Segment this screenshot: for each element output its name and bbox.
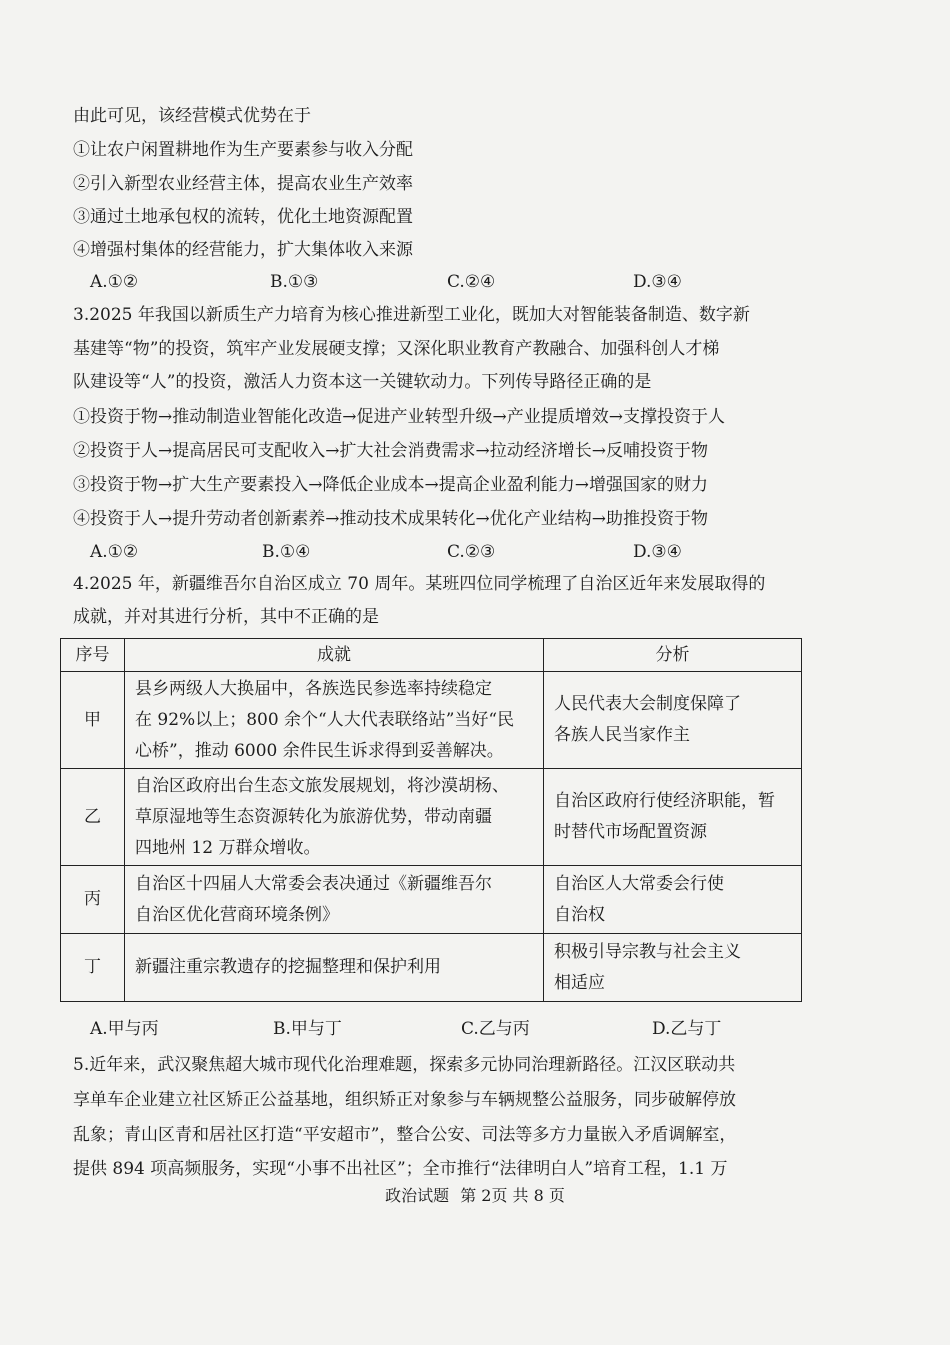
header-number: 序号 xyxy=(61,639,125,672)
table-row xyxy=(61,672,802,769)
q2-item-4: ④增强村集体的经营能力，扩大集体收入来源 xyxy=(73,240,413,260)
table-row xyxy=(61,769,802,866)
row-number: 丙 xyxy=(61,866,125,934)
row-achievement xyxy=(125,769,544,866)
footer-page-number: 第 2页 共 8 页 xyxy=(460,1186,565,1205)
row-analysis xyxy=(544,769,802,866)
q3-stem-line-1: 3.2025 年我国以新质生产力培育为核心推进新型工业化，既加大对智能装备制造、数字新 xyxy=(73,305,750,325)
q3-option-d: D.③④ xyxy=(633,542,682,562)
table-header-row xyxy=(61,639,802,672)
row-analysis xyxy=(544,866,802,934)
q4-option-a: A.甲与丙 xyxy=(90,1019,159,1039)
analysis-line: 相适应 xyxy=(554,972,605,993)
q3-stem-line-3: 队建设等“人”的投资，激活人力资本这一关键软动力。下列传导路径正确的是 xyxy=(73,372,652,392)
achievement-line: 自治区政府出台生态文旅发展规划，将沙漠胡杨、 xyxy=(135,775,509,796)
achievement-line: 新疆注重宗教遗存的挖掘整理和保护利用 xyxy=(135,957,441,977)
q2-item-2: ②引入新型农业经营主体，提高农业生产效率 xyxy=(73,174,413,194)
q2-option-a: A.①② xyxy=(90,272,139,292)
q3-option-b: B.①④ xyxy=(262,542,311,562)
row-analysis xyxy=(544,934,802,1002)
analysis-line: 时替代市场配置资源 xyxy=(554,822,707,842)
q3-item-2: ②投资于人→提高居民可支配收入→扩大社会消费需求→拉动经济增长→反哺投资于物 xyxy=(73,441,708,461)
achievement-line: 县乡两级人大换届中，各族选民参选率持续稳定 xyxy=(135,678,492,699)
q3-option-a: A.①② xyxy=(90,542,139,562)
q4-option-b: B.甲与丁 xyxy=(273,1019,342,1039)
row-achievement xyxy=(125,934,544,1002)
q3-item-3: ③投资于物→扩大生产要素投入→降低企业成本→提高企业盈利能力→增强国家的财力 xyxy=(73,475,708,495)
q4-stem-line-1: 4.2025 年，新疆维吾尔自治区成立 70 周年。某班四位同学梳理了自治区近年来发展取得的 xyxy=(73,574,766,594)
q2-option-c: C.②④ xyxy=(447,272,496,292)
achievement-line: 自治区优化营商环境条例》 xyxy=(135,904,339,925)
achievement-line: 在 92%以上；800 余个“人大代表联络站”当好“民 xyxy=(135,709,515,730)
q4-table xyxy=(60,638,802,1002)
row-analysis xyxy=(544,672,802,769)
q5-stem-line-3: 乱象；青山区青和居社区打造“平安超市”，整合公安、司法等多方力量嵌入矛盾调解室， xyxy=(73,1125,737,1145)
row-achievement xyxy=(125,866,544,934)
header-analysis: 分析 xyxy=(544,639,802,672)
analysis-line: 人民代表大会制度保障了 xyxy=(554,694,741,714)
q5-stem-line-1: 5.近年来，武汉聚焦超大城市现代化治理难题，探索多元协同治理新路径。江汉区联动共 xyxy=(73,1055,736,1075)
achievement-line: 四地州 12 万群众增收。 xyxy=(135,837,321,858)
row-number: 丁 xyxy=(61,934,125,1002)
q3-item-4: ④投资于人→提升劳动者创新素养→推动技术成果转化→优化产业结构→助推投资于物 xyxy=(73,509,708,529)
q2-item-3: ③通过土地承包权的流转，优化土地资源配置 xyxy=(73,207,413,227)
table-row xyxy=(61,866,802,934)
footer-subject: 政治试题 xyxy=(385,1186,450,1205)
achievement-line: 心桥”，推动 6000 余件民生诉求得到妥善解决。 xyxy=(135,740,504,761)
header-achievement: 成就 xyxy=(125,639,544,672)
q3-item-1: ①投资于物→推动制造业智能化改造→促进产业转型升级→产业提质增效→支撑投资于人 xyxy=(73,407,725,427)
analysis-line: 自治区政府行使经济职能，暂 xyxy=(554,791,775,811)
page-footer xyxy=(0,1185,950,1207)
q3-stem-line-2: 基建等“物”的投资，筑牢产业发展硬支撑；又深化职业教育产教融合、加强科创人才梯 xyxy=(73,339,720,359)
q3-option-c: C.②③ xyxy=(447,542,496,562)
q4-option-c: C.乙与丙 xyxy=(461,1019,530,1039)
analysis-line: 各族人民当家作主 xyxy=(554,725,690,745)
achievement-line: 自治区十四届人大常委会表决通过《新疆维吾尔 xyxy=(135,873,492,894)
row-achievement xyxy=(125,672,544,769)
analysis-line: 自治权 xyxy=(554,904,605,925)
q2-item-1: ①让农户闲置耕地作为生产要素参与收入分配 xyxy=(73,140,413,160)
q4-option-d: D.乙与丁 xyxy=(652,1019,722,1039)
achievement-line: 草原湿地等生态资源转化为旅游优势，带动南疆 xyxy=(135,806,492,827)
q4-stem-line-2: 成就，并对其进行分析，其中不正确的是 xyxy=(73,607,379,627)
q2-option-b: B.①③ xyxy=(270,272,319,292)
row-number: 乙 xyxy=(61,769,125,866)
analysis-line: 积极引导宗教与社会主义 xyxy=(554,941,741,962)
table-row xyxy=(61,934,802,1002)
row-number: 甲 xyxy=(61,672,125,769)
q5-stem-line-2: 享单车企业建立社区矫正公益基地，组织矫正对象参与车辆规整公益服务，同步破解停放 xyxy=(73,1090,736,1110)
q2-option-d: D.③④ xyxy=(633,272,682,292)
analysis-line: 自治区人大常委会行使 xyxy=(554,873,724,894)
q2-conclusion: 由此可见，该经营模式优势在于 xyxy=(73,106,311,126)
q5-stem-line-4: 提供 894 项高频服务，实现“小事不出社区”；全市推行“法律明白人”培育工程，1.1 万 xyxy=(73,1159,728,1179)
